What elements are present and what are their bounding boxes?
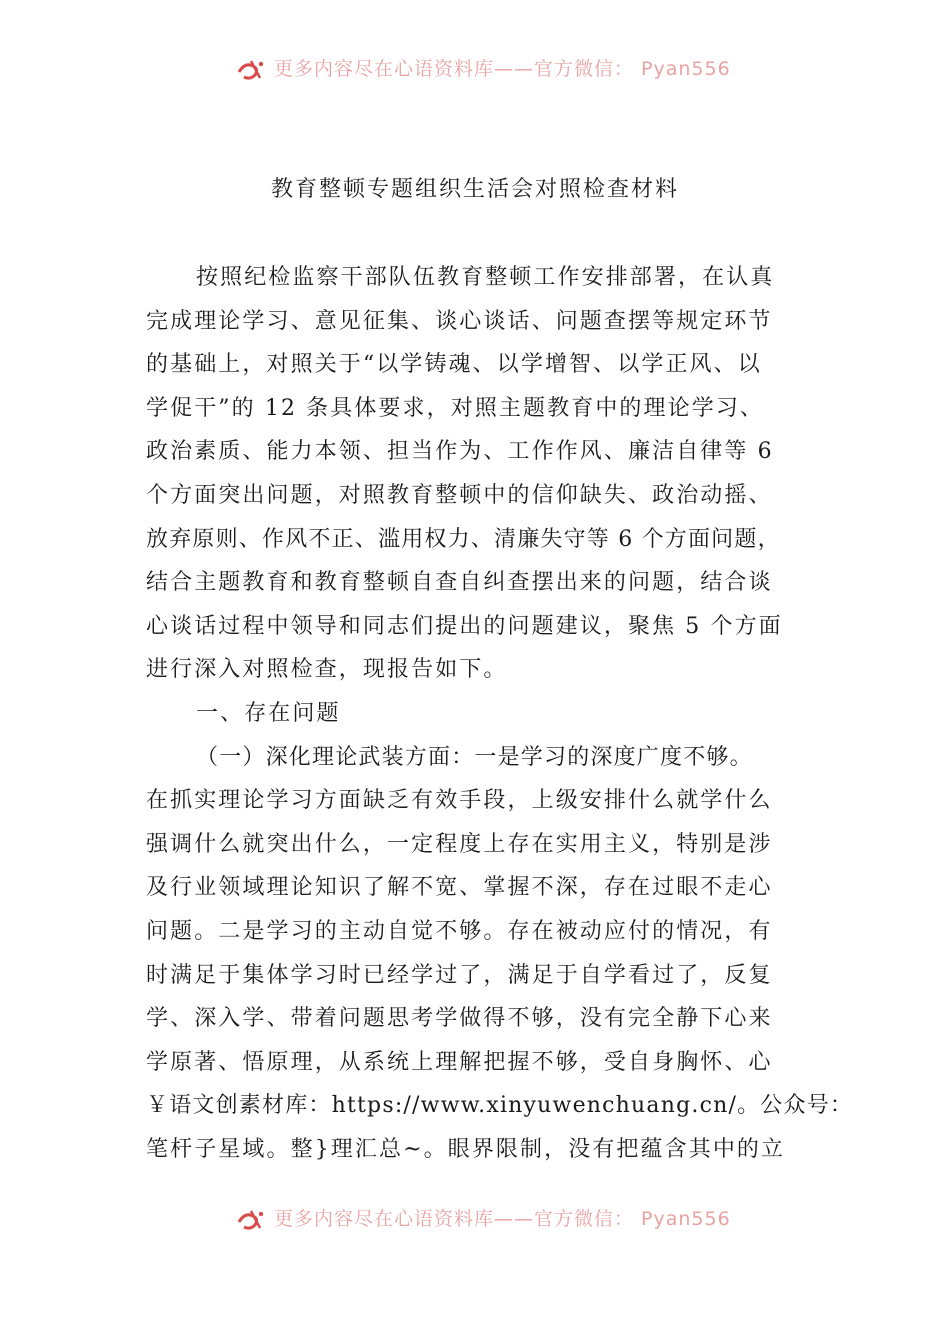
paragraph-line: 学、深入学、带着问题思考学做得不够，没有完全静下心来 bbox=[146, 1006, 773, 1032]
watermark-header bbox=[0, 56, 950, 84]
brand-logo-icon bbox=[236, 1208, 266, 1232]
paragraph-line: 强调什么就突出什么，一定程度上存在实用主义，特别是涉 bbox=[146, 831, 773, 857]
paragraph-line: 及行业领域理论知识了解不宽、掌握不深，存在过眼不走心 bbox=[146, 875, 773, 901]
subsection-line: （一）深化理论武装方面：一是学习的深度广度不够。 bbox=[196, 744, 753, 770]
paragraph-line: 时满足于集体学习时已经学过了，满足于自学看过了，反复 bbox=[146, 962, 773, 988]
paragraph-line: 完成理论学习、意见征集、谈心谈话、问题查摆等规定环节 bbox=[146, 308, 773, 334]
watermark-text: 更多内容尽在心语资料库——官方微信： Pyan556 bbox=[274, 1208, 731, 1230]
paragraph-line: 按照纪检监察干部队伍教育整顿工作安排部署，在认真 bbox=[196, 265, 775, 290]
paragraph-line: ￥语文创素材库：https://www.xinyuwenchuang.cn/。公众号： bbox=[146, 1093, 854, 1119]
section-heading: 一、存在问题 bbox=[196, 700, 341, 726]
document-body bbox=[146, 256, 854, 1171]
paragraph-line: 政治素质、能力本领、担当作为、工作作风、廉洁自律等 6 bbox=[146, 439, 774, 465]
paragraph-line: 问题。二是学习的主动自觉不够。存在被动应付的情况，有 bbox=[146, 918, 773, 944]
paragraph-line: 学原著、悟原理，从系统上理解把握不够，受自身胸怀、心 bbox=[146, 1049, 773, 1075]
watermark-footer bbox=[0, 1206, 950, 1234]
paragraph-line: 个方面突出问题，对照教育整顿中的信仰缺失、政治动摇、 bbox=[146, 482, 773, 508]
paragraph-line: 学促干”的 12 条具体要求，对照主题教育中的理论学习、 bbox=[146, 395, 765, 421]
paragraph-line: 结合主题教育和教育整顿自查自纠查摆出来的问题，结合谈 bbox=[146, 570, 773, 596]
paragraph-line: 放弃原则、作风不正、滥用权力、清廉失守等 6 个方面问题， bbox=[146, 526, 781, 552]
paragraph-line: 的基础上，对照关于“以学铸魂、以学增智、以学正风、以 bbox=[146, 352, 762, 378]
paragraph-line: 笔杆子星域。整}理汇总~。眼界限制，没有把蕴含其中的立 bbox=[146, 1136, 786, 1162]
brand-logo-icon bbox=[236, 58, 266, 82]
document-title: 教育整顿专题组织生活会对照检查材料 bbox=[270, 177, 679, 202]
watermark-text: 更多内容尽在心语资料库——官方微信： Pyan556 bbox=[274, 58, 731, 80]
paragraph-line: 进行深入对照检查，现报告如下。 bbox=[146, 657, 508, 683]
paragraph-line: 心谈话过程中领导和同志们提出的问题建议，聚焦 5 个方面 bbox=[146, 613, 783, 639]
paragraph-line: 在抓实理论学习方面缺乏有效手段，上级安排什么就学什么 bbox=[146, 788, 773, 814]
